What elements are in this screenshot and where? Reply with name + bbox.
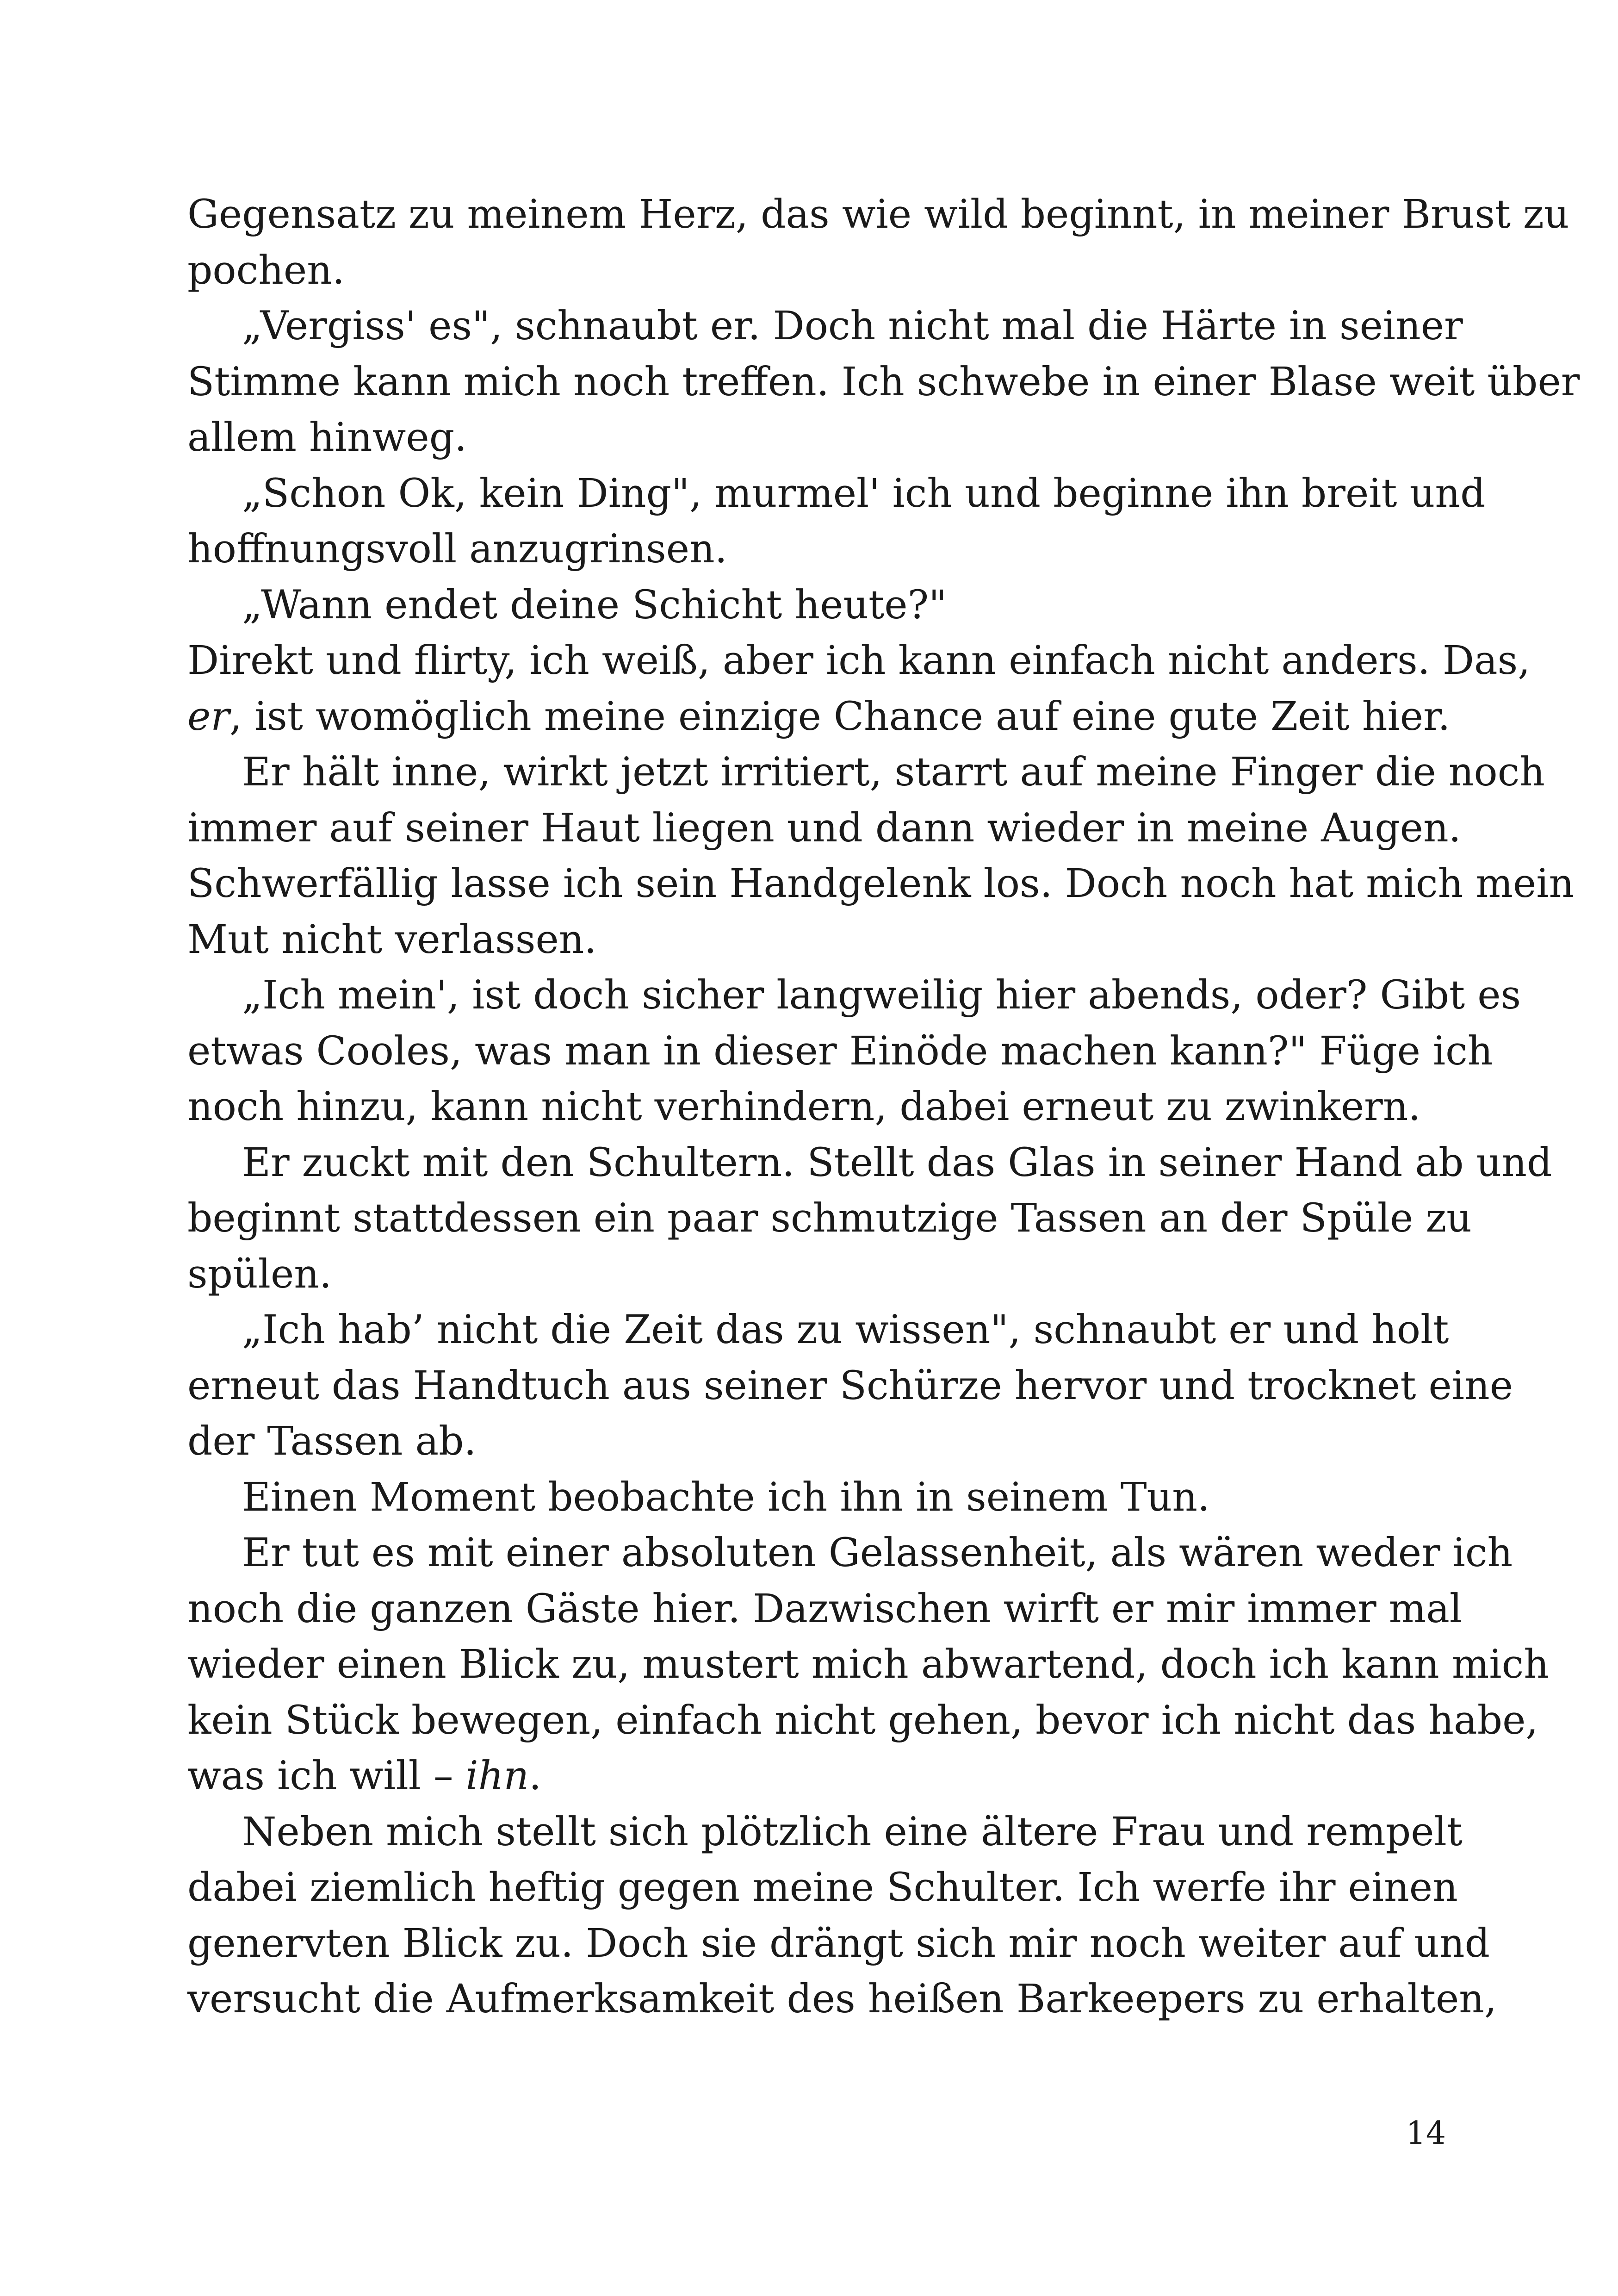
- text-line: [187, 1693, 1538, 1749]
- text-run: pochen.: [187, 247, 345, 293]
- text-run: Gegensatz zu meinem Herz, das wie wild beginnt, in meiner Brust zu: [187, 192, 1569, 237]
- text-line: [187, 856, 1575, 912]
- text-line: [187, 1302, 1449, 1358]
- text-run: genervten Blick zu. Doch sie drängt sich mir noch weiter auf und: [187, 1920, 1490, 1966]
- text-run: immer auf seiner Haut liegen und dann wieder in meine Augen.: [187, 805, 1461, 851]
- text-line: [187, 187, 1569, 243]
- text-line: [187, 1804, 1463, 1860]
- text-line: [187, 801, 1461, 857]
- text-run: der Tassen ab.: [187, 1419, 477, 1464]
- text-line: [187, 1247, 1446, 1303]
- text-line: [187, 355, 1580, 411]
- text-run: Schwerfällig lasse ich sein Handgelenk los. Doch noch hat mich mein: [187, 861, 1575, 907]
- text-run: etwas Cooles, was man in dieser Einöde machen kann?" Füge ich: [187, 1028, 1493, 1074]
- text-line: [187, 912, 1446, 968]
- text-run: Er zuckt mit den Schultern. Stellt das Glas in seiner Hand ab und: [242, 1139, 1552, 1186]
- paragraph: [187, 1302, 1513, 1470]
- text-line: [187, 1581, 1463, 1637]
- text-line: [187, 1191, 1472, 1247]
- text-line: [187, 578, 1446, 634]
- text-line: [187, 968, 1521, 1024]
- text-run: dabei ziemlich heftig gegen meine Schulter. Ich werfe ihr einen: [187, 1865, 1458, 1910]
- paragraph: [187, 187, 1569, 299]
- italic-text: er: [187, 693, 229, 740]
- text-run: Neben mich stellt sich plötzlich eine ältere Frau und rempelt: [242, 1809, 1463, 1855]
- text-run: beginnt stattdessen ein paar schmutzige Tassen an der Spüle zu: [187, 1195, 1472, 1241]
- paragraph: [187, 968, 1521, 1135]
- text-line: [187, 1079, 1446, 1135]
- paragraph: [187, 466, 1486, 578]
- paragraph: [187, 1470, 1446, 1526]
- page-number: 14: [1406, 2115, 1446, 2152]
- text-run: „Vergiss' es", schnaubt er. Doch nicht mal die Härte in seiner: [242, 303, 1463, 349]
- paragraph: [187, 299, 1580, 466]
- body-text: [187, 187, 1580, 2028]
- text-line: [187, 1916, 1490, 1972]
- text-run: Er tut es mit einer absoluten Gelassenheit, als wären weder ich: [242, 1530, 1513, 1576]
- text-line: [187, 1525, 1513, 1581]
- text-run: allem hinweg.: [187, 415, 467, 460]
- paragraph: [187, 1135, 1552, 1303]
- text-run: Direkt und flirty, ich weiß, aber ich kann einfach nicht anders. Das,: [187, 638, 1531, 684]
- text-run: erneut das Handtuch aus seiner Schürze hervor und trocknet eine: [187, 1363, 1513, 1409]
- text-line: [187, 299, 1463, 355]
- text-run: Einen Moment beobachte ich ihn in seinem Tun.: [242, 1474, 1210, 1520]
- text-line: [187, 1972, 1497, 2028]
- text-run: wieder einen Blick zu, mustert mich abwartend, doch ich kann mich: [187, 1642, 1549, 1687]
- text-line: [187, 410, 1446, 466]
- text-run: „Ich hab’ nicht die Zeit das zu wissen", schnaubt er und holt: [242, 1307, 1449, 1353]
- text-line: [187, 1414, 1446, 1470]
- text-line: [187, 1135, 1552, 1191]
- text-line: [187, 1024, 1493, 1080]
- text-run: „Ich mein', ist doch sicher langweilig hier abends, oder? Gibt es: [242, 972, 1521, 1018]
- paragraph: [187, 745, 1575, 968]
- text-line: [187, 689, 1451, 745]
- text-run: kein Stück bewegen, einfach nicht gehen, bevor ich nicht das habe,: [187, 1697, 1538, 1743]
- text-run: spülen.: [187, 1251, 332, 1297]
- italic-text: ihn: [465, 1753, 529, 1799]
- text-line: [187, 633, 1531, 689]
- paragraph: [187, 1804, 1497, 2028]
- text-line: [187, 1358, 1513, 1414]
- text-run: .: [529, 1753, 542, 1799]
- text-line: [187, 1860, 1458, 1916]
- paragraph: [187, 1525, 1549, 1804]
- text-run: „Schon Ok, kein Ding", murmel' ich und beginne ihn breit und: [242, 470, 1486, 516]
- paragraph: [187, 633, 1531, 745]
- text-line: [187, 1637, 1549, 1693]
- text-run: Mut nicht verlassen.: [187, 916, 597, 963]
- paragraph: [187, 578, 1446, 634]
- text-line: [187, 745, 1545, 801]
- text-run: was ich will –: [187, 1753, 466, 1799]
- text-run: noch hinzu, kann nicht verhindern, dabei erneut zu zwinkern.: [187, 1084, 1421, 1130]
- text-line: [187, 466, 1486, 522]
- text-line: [187, 522, 1446, 578]
- text-line: [187, 243, 1446, 299]
- text-run: , ist womöglich meine einzige Chance auf eine gute Zeit hier.: [229, 693, 1451, 740]
- text-line: [187, 1748, 1446, 1804]
- text-run: hoffnungsvoll anzugrinsen.: [187, 526, 727, 572]
- text-run: Stimme kann mich noch treffen. Ich schwebe in einer Blase weit über: [187, 359, 1580, 405]
- text-line: [187, 1470, 1446, 1526]
- text-run: Er hält inne, wirkt jetzt irritiert, starrt auf meine Finger die noch: [242, 749, 1545, 795]
- text-run: versucht die Aufmerksamkeit des heißen Barkeepers zu erhalten,: [187, 1976, 1497, 2022]
- text-run: noch die ganzen Gäste hier. Dazwischen wirft er mir immer mal: [187, 1586, 1463, 1632]
- text-run: „Wann endet deine Schicht heute?": [242, 582, 947, 628]
